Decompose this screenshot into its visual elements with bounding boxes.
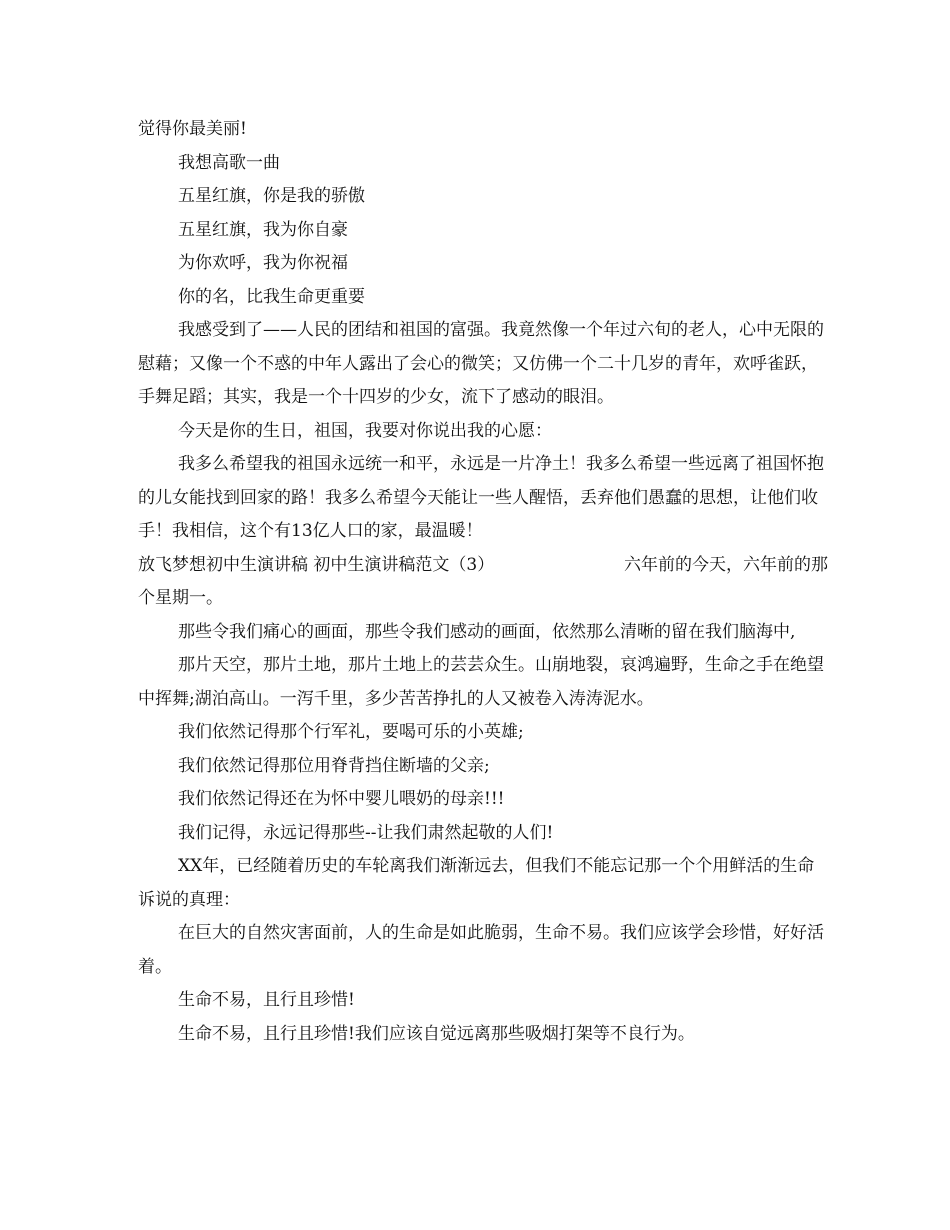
section-title-tail: 六年前的今天，六年前的那: [624, 554, 828, 575]
paragraph: 那些令我们痛心的画面，那些令我们感动的画面，依然那么清晰的留在我们脑海中,: [178, 621, 796, 642]
section-title-continuation: 个星期一。: [138, 588, 223, 608]
paragraph: 我们依然记得还在为怀中婴儿喂奶的母亲!!!: [178, 789, 505, 809]
paragraph: 那片天空，那片土地，那片土地上的芸芸众生。山崩地裂，哀鸿遍野，生命之手在绝望中挥舞;湖泊高山。一泻千里，多少苦苦挣扎的人又被卷入涛涛泥水。: [138, 655, 824, 709]
paragraph: 生命不易，且行且珍惜!我们应该自觉远离那些吸烟打架等不良行为。: [178, 1023, 695, 1044]
paragraph: 我们记得，永远记得那些--让我们肃然起敬的人们!: [178, 822, 554, 843]
poem-line: 你的名，比我生命更重要: [178, 286, 365, 307]
poem-line: 五星红旗，我为你自豪: [178, 219, 348, 240]
paragraph: 在巨大的自然灾害面前，人的生命是如此脆弱，生命不易。我们应该学会珍惜，好好活着。: [138, 923, 824, 977]
paragraph-continuation: 觉得你最美丽!: [138, 119, 247, 139]
paragraph: 我们依然记得那个行军礼，要喝可乐的小英雄;: [178, 722, 524, 742]
section-title-line: [138, 549, 828, 583]
paragraph: 我们依然记得那位用脊背挡住断墙的父亲;: [178, 755, 490, 776]
poem-line: 我想高歌一曲: [178, 152, 280, 173]
paragraph: 今天是你的生日，祖国，我要对你说出我的心愿：: [178, 420, 552, 441]
paragraph: XX年，已经随着历史的车轮离我们渐渐远去，但我们不能忘记那一个个用鲜活的生命诉说的真理：: [138, 856, 815, 910]
poem-line: 为你欢呼，我为你祝福: [178, 253, 348, 273]
section-title: 放飞梦想初中生演讲稿 初中生演讲稿范文（3）: [138, 554, 495, 575]
paragraph: 生命不易，且行且珍惜!: [178, 990, 355, 1010]
document-body: [138, 113, 828, 1051]
paragraph: 我多么希望我的祖国永远统一和平，永远是一片净土！我多么希望一些远离了祖国怀抱的儿女能找到回家的路！我多么希望今天能让一些人醒悟，丢弃他们愚蠢的思想，让他们收手！我相信，这个有13亿人口的家，最温暖！: [138, 454, 824, 541]
paragraph: 我感受到了——人民的团结和祖国的富强。我竟然像一个年过六旬的老人，心中无限的慰藉；又像一个不惑的中年人露出了会心的微笑；又仿佛一个二十几岁的青年，欢呼雀跃，手舞足蹈；其实，我是一个十四岁的少女，流下了感动的眼泪。: [138, 320, 824, 407]
poem-line: 五星红旗，你是我的骄傲: [178, 186, 365, 206]
